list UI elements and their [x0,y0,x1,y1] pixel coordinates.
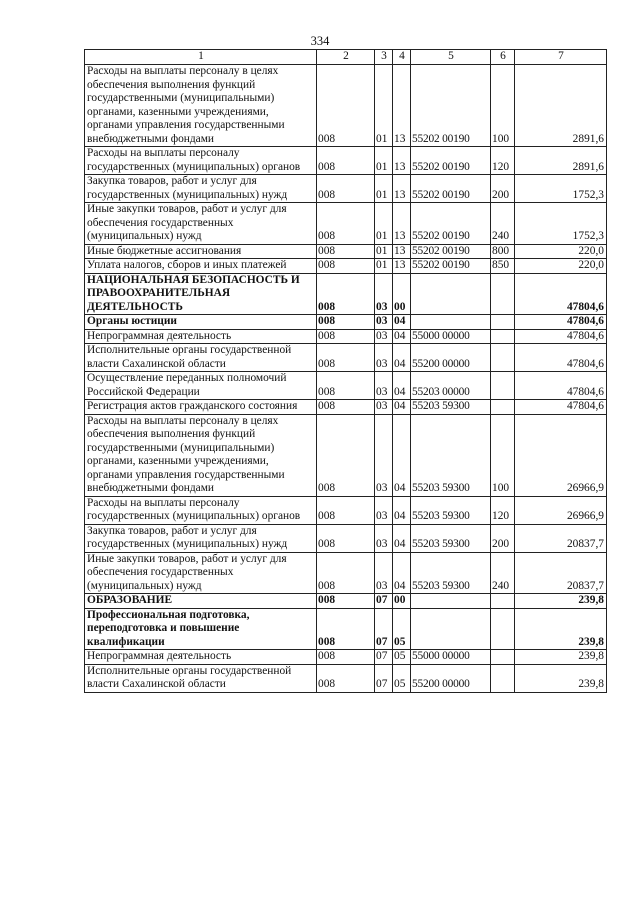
table-row [85,664,607,692]
row-subsection-code: 04 [393,315,411,330]
table-row [85,524,607,552]
row-expense-type-code: 850 [491,259,515,274]
column-header: 7 [515,50,607,65]
row-amount: 239,8 [515,594,607,609]
row-name: Закупка товаров, работ и услуг для государственных (муниципальных) нужд [85,175,317,203]
row-amount: 20837,7 [515,524,607,552]
row-target-article-code: 55000 00000 [411,650,491,665]
row-expense-type-code: 100 [491,65,515,147]
table-row [85,273,607,315]
row-subsection-code: 04 [393,524,411,552]
row-name: Регистрация актов гражданского состояния [85,400,317,415]
row-grbs-code: 008 [317,414,375,496]
table-row [85,594,607,609]
row-target-article-code: 55203 59300 [411,400,491,415]
row-grbs-code: 008 [317,315,375,330]
row-section-code: 03 [375,414,393,496]
row-grbs-code: 008 [317,259,375,274]
row-subsection-code: 00 [393,594,411,609]
row-section-code: 07 [375,664,393,692]
row-grbs-code: 008 [317,664,375,692]
row-amount: 2891,6 [515,65,607,147]
row-section-code: 03 [375,329,393,344]
row-amount: 239,8 [515,650,607,665]
table-row [85,65,607,147]
row-grbs-code: 008 [317,496,375,524]
row-section-code: 03 [375,315,393,330]
row-target-article-code: 55203 59300 [411,414,491,496]
row-section-code: 01 [375,203,393,245]
table-row [85,400,607,415]
row-name: Исполнительные органы государственной власти Сахалинской области [85,664,317,692]
row-grbs-code: 008 [317,147,375,175]
row-amount: 220,0 [515,259,607,274]
row-expense-type-code [491,650,515,665]
row-target-article-code: 55202 00190 [411,259,491,274]
row-subsection-code: 04 [393,496,411,524]
row-expense-type-code: 200 [491,524,515,552]
column-header: 3 [375,50,393,65]
row-expense-type-code [491,273,515,315]
row-amount: 2891,6 [515,147,607,175]
row-subsection-code: 13 [393,203,411,245]
table-row [85,244,607,259]
row-subsection-code: 04 [393,414,411,496]
row-amount: 220,0 [515,244,607,259]
row-section-code: 07 [375,608,393,650]
row-expense-type-code: 800 [491,244,515,259]
row-subsection-code: 13 [393,244,411,259]
column-header: 4 [393,50,411,65]
row-amount: 20837,7 [515,552,607,594]
row-name: Расходы на выплаты персоналу в целях обеспечения выполнения функций государственными (муниципальными) органами, казенными учреждениями, органами управления государственными внебюджетными фондами [85,65,317,147]
row-name: Непрограммная деятельность [85,329,317,344]
row-amount: 47804,6 [515,329,607,344]
row-subsection-code: 05 [393,650,411,665]
row-grbs-code: 008 [317,524,375,552]
row-expense-type-code: 200 [491,175,515,203]
row-target-article-code: 55202 00190 [411,203,491,245]
table-row [85,552,607,594]
row-expense-type-code: 240 [491,203,515,245]
row-amount: 239,8 [515,664,607,692]
row-grbs-code: 008 [317,594,375,609]
row-section-code: 01 [375,244,393,259]
row-grbs-code: 008 [317,608,375,650]
row-name: Исполнительные органы государственной власти Сахалинской области [85,344,317,372]
row-target-article-code: 55203 59300 [411,496,491,524]
row-name: ОБРАЗОВАНИЕ [85,594,317,609]
row-subsection-code: 00 [393,273,411,315]
table-row [85,608,607,650]
table-row [85,372,607,400]
column-header: 2 [317,50,375,65]
row-target-article-code: 55200 00000 [411,664,491,692]
row-amount: 47804,6 [515,400,607,415]
row-grbs-code: 008 [317,65,375,147]
row-section-code: 01 [375,65,393,147]
page-number: 334 [310,34,330,48]
row-name: Иные закупки товаров, работ и услуг для обеспечения государственных (муниципальных) нужд [85,203,317,245]
row-grbs-code: 008 [317,372,375,400]
table-row [85,650,607,665]
row-target-article-code [411,273,491,315]
row-amount: 26966,9 [515,496,607,524]
row-subsection-code: 13 [393,65,411,147]
row-grbs-code: 008 [317,552,375,594]
row-amount: 26966,9 [515,414,607,496]
table-row [85,329,607,344]
row-expense-type-code: 100 [491,414,515,496]
row-name: Профессиональная подготовка, переподготовка и повышение квалификации [85,608,317,650]
row-grbs-code: 008 [317,329,375,344]
row-target-article-code: 55000 00000 [411,329,491,344]
row-amount: 239,8 [515,608,607,650]
row-expense-type-code [491,344,515,372]
row-subsection-code: 04 [393,372,411,400]
row-expense-type-code [491,315,515,330]
row-target-article-code: 55203 59300 [411,524,491,552]
row-section-code: 01 [375,175,393,203]
row-name: Иные бюджетные ассигнования [85,244,317,259]
row-target-article-code: 55200 00000 [411,344,491,372]
row-section-code: 03 [375,273,393,315]
row-section-code: 03 [375,552,393,594]
table-row [85,203,607,245]
table-row [85,344,607,372]
table-row [85,147,607,175]
budget-table [84,49,607,693]
row-subsection-code: 04 [393,552,411,594]
row-subsection-code: 13 [393,147,411,175]
row-subsection-code: 04 [393,400,411,415]
row-section-code: 03 [375,496,393,524]
row-section-code: 07 [375,650,393,665]
row-section-code: 03 [375,400,393,415]
row-subsection-code: 04 [393,344,411,372]
row-subsection-code: 13 [393,175,411,203]
row-expense-type-code [491,594,515,609]
row-target-article-code: 55203 59300 [411,552,491,594]
row-expense-type-code [491,664,515,692]
row-target-article-code: 55203 00000 [411,372,491,400]
row-expense-type-code: 120 [491,496,515,524]
row-amount: 47804,6 [515,273,607,315]
row-amount: 47804,6 [515,344,607,372]
table-row [85,175,607,203]
row-section-code: 03 [375,524,393,552]
row-expense-type-code [491,372,515,400]
row-grbs-code: 008 [317,273,375,315]
row-name: Иные закупки товаров, работ и услуг для обеспечения государственных (муниципальных) нужд [85,552,317,594]
row-section-code: 07 [375,594,393,609]
row-name: Уплата налогов, сборов и иных платежей [85,259,317,274]
row-grbs-code: 008 [317,244,375,259]
row-grbs-code: 008 [317,400,375,415]
table-row [85,496,607,524]
row-grbs-code: 008 [317,203,375,245]
row-grbs-code: 008 [317,344,375,372]
row-target-article-code: 55202 00190 [411,65,491,147]
column-header-row [85,50,607,65]
column-header: 5 [411,50,491,65]
row-target-article-code: 55202 00190 [411,244,491,259]
row-expense-type-code [491,608,515,650]
row-name: Закупка товаров, работ и услуг для государственных (муниципальных) нужд [85,524,317,552]
row-name: НАЦИОНАЛЬНАЯ БЕЗОПАСНОСТЬ И ПРАВООХРАНИТЕЛЬНАЯ ДЕЯТЕЛЬНОСТЬ [85,273,317,315]
row-expense-type-code: 240 [491,552,515,594]
row-name: Расходы на выплаты персоналу государственных (муниципальных) органов [85,147,317,175]
row-name: Расходы на выплаты персоналу в целях обеспечения выполнения функций государственными (муниципальными) органами, казенными учреждениями, органами управления государственными внебюджетными фондами [85,414,317,496]
column-header: 1 [85,50,317,65]
row-amount: 47804,6 [515,372,607,400]
row-name: Осуществление переданных полномочий Российской Федерации [85,372,317,400]
table-row [85,259,607,274]
row-expense-type-code: 120 [491,147,515,175]
row-grbs-code: 008 [317,650,375,665]
row-subsection-code: 05 [393,664,411,692]
row-amount: 47804,6 [515,315,607,330]
column-header: 6 [491,50,515,65]
row-expense-type-code [491,329,515,344]
row-subsection-code: 13 [393,259,411,274]
row-target-article-code: 55202 00190 [411,175,491,203]
table-row [85,414,607,496]
row-target-article-code [411,594,491,609]
row-subsection-code: 04 [393,329,411,344]
row-name: Непрограммная деятельность [85,650,317,665]
row-subsection-code: 05 [393,608,411,650]
row-name: Расходы на выплаты персоналу государственных (муниципальных) органов [85,496,317,524]
row-section-code: 01 [375,147,393,175]
row-target-article-code [411,608,491,650]
row-amount: 1752,3 [515,203,607,245]
table-row [85,315,607,330]
row-target-article-code [411,315,491,330]
row-expense-type-code [491,400,515,415]
row-section-code: 01 [375,259,393,274]
row-grbs-code: 008 [317,175,375,203]
row-amount: 1752,3 [515,175,607,203]
row-name: Органы юстиции [85,315,317,330]
row-section-code: 03 [375,372,393,400]
row-target-article-code: 55202 00190 [411,147,491,175]
row-section-code: 03 [375,344,393,372]
